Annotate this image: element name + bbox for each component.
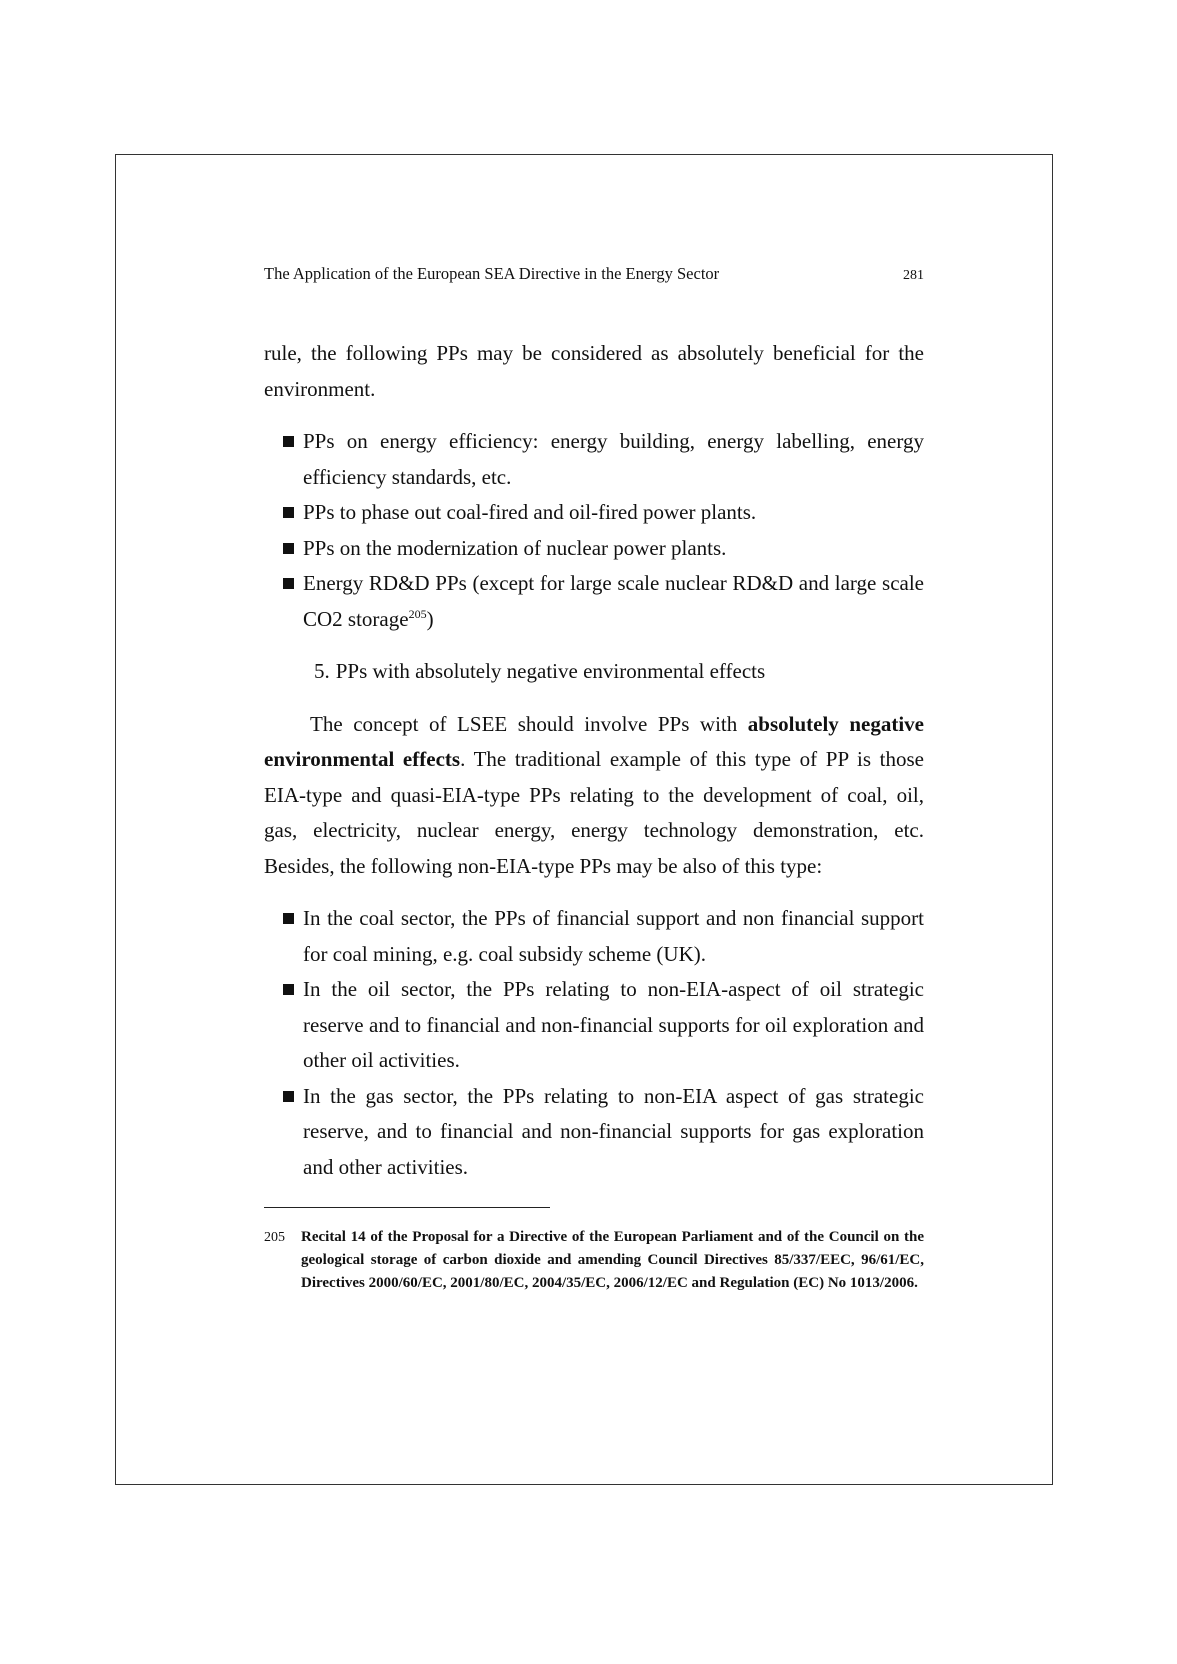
- running-title: The Application of the European SEA Directive in the Energy Sector: [264, 264, 720, 283]
- list-item-text: PPs on energy efficiency: energy building, energy labelling, energy efficiency standards, etc.: [303, 429, 924, 489]
- list-item: [264, 1079, 924, 1186]
- subheading-text: PPs with absolutely negative environmental effects: [335, 659, 766, 683]
- list-item: [264, 566, 924, 637]
- footnote-number: 205: [264, 1230, 285, 1245]
- paragraph-concept: [264, 707, 924, 885]
- list-item: [264, 901, 924, 972]
- list-item-text: PPs to phase out coal-fired and oil-fired power plants.: [303, 500, 757, 524]
- beneficial-pps-list: [264, 424, 924, 637]
- square-bullet-icon: [283, 578, 294, 589]
- list-item-text: In the coal sector, the PPs of financial support and non financial support for coal mining, e.g. coal subsidy scheme (UK).: [303, 906, 924, 966]
- paragraph-continued: rule, the following PPs may be considered as absolutely beneficial for the environment.: [264, 341, 924, 401]
- paragraph-text: The concept of LSEE should involve PPs with: [310, 711, 738, 736]
- list-item-text: Energy RD&D PPs (except for large scale nuclear RD&D and large scale CO2 storage: [303, 571, 924, 631]
- list-item-text: In the oil sector, the PPs relating to non-EIA-aspect of oil strategic reserve and to financial and non-financial supports for oil exploration and other oil activities.: [303, 977, 924, 1072]
- page-content: [264, 262, 924, 1295]
- square-bullet-icon: [283, 984, 294, 995]
- footnote-reference[interactable]: 205: [408, 606, 427, 621]
- list-item: [264, 495, 924, 531]
- footnote: [264, 1226, 924, 1295]
- square-bullet-icon: [283, 543, 294, 554]
- emphasis-text: absolutely negative environmental effects: [264, 711, 924, 771]
- square-bullet-icon: [283, 436, 294, 447]
- negative-pps-list: [264, 901, 924, 1185]
- running-header: [264, 262, 924, 288]
- square-bullet-icon: [283, 507, 294, 518]
- section-subheading: [264, 654, 924, 690]
- square-bullet-icon: [283, 913, 294, 924]
- footnote-text: Recital 14 of the Proposal for a Directive of the European Parliament and of the Council on the geological storage of carbon dioxide and amending Council Directives 85/337/EEC, 96/61/EC, Directives 2000/60/EC, 2001/80/EC, 2004/35/EC, 2006/12/EC and Regulation (EC) No 1013/2006.: [301, 1229, 924, 1291]
- square-bullet-icon: [283, 1091, 294, 1102]
- subheading-number: 5.: [314, 659, 330, 683]
- list-item-text: In the gas sector, the PPs relating to non-EIA aspect of gas strategic reserve, and to financial and non-financial supports for gas exploration and other activities.: [303, 1083, 924, 1179]
- closing-parenthesis: ): [426, 606, 434, 631]
- page-number: 281: [903, 268, 924, 283]
- footnote-divider: [264, 1207, 550, 1208]
- paragraph-text: . The traditional example of this type of PP is those EIA-type and quasi-EIA-type PPs relating to the development of coal, oil, gas, electricity, nuclear energy, energy technology demonstration, etc. Besides, the following non-EIA-type PPs may be also of this type:: [264, 747, 925, 878]
- list-item: [264, 531, 924, 567]
- list-item: [264, 972, 924, 1079]
- list-item-text: PPs on the modernization of nuclear power plants.: [303, 535, 727, 560]
- list-item: [264, 424, 924, 495]
